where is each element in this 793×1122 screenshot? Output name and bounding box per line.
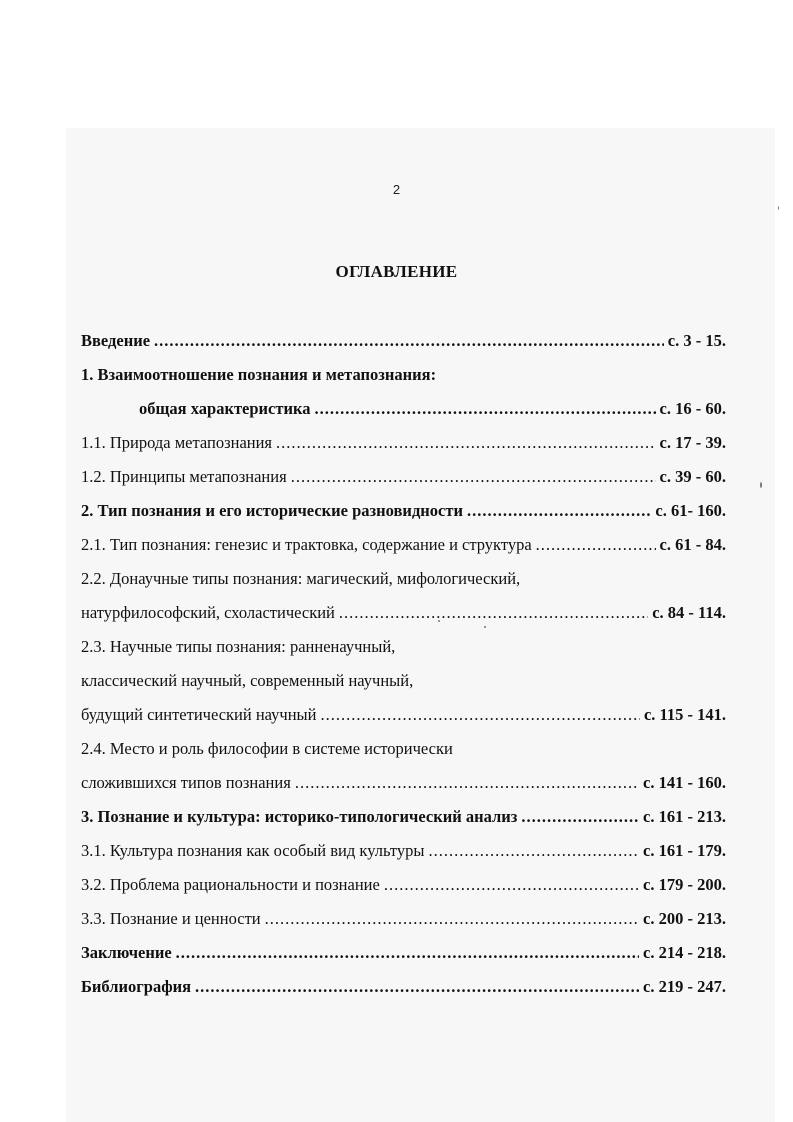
scan-speck xyxy=(778,206,779,210)
toc-entry-2-1[interactable] xyxy=(80,532,726,566)
toc-entry-2-4[interactable] xyxy=(80,736,726,770)
toc-entry-text: 3.3. Познание и ценности xyxy=(81,909,261,928)
scan-speck xyxy=(438,620,440,622)
toc-entry-2-2[interactable] xyxy=(80,566,726,600)
toc-entry-text: 2.3. Научные типы познания: ранненаучный, xyxy=(81,637,396,656)
toc-entry-text: 2. Тип познания и его исторические разновидности xyxy=(81,501,463,520)
toc-entry-page: с. 61 - 84. xyxy=(659,535,726,554)
toc-entry-text: 3.1. Культура познания как особый вид культуры xyxy=(81,841,425,860)
toc-entry-text: 2.1. Тип познания: генезис и трактовка, содержание и структура xyxy=(81,535,532,554)
toc-entry-text: 3.2. Проблема рациональности и познание xyxy=(81,875,380,894)
toc-entry-page: с. 214 - 218. xyxy=(643,943,726,962)
toc-entry-page: с. 84 - 114. xyxy=(652,603,726,622)
toc-entry-page: с. 179 - 200. xyxy=(643,875,726,894)
toc-entry-3-1[interactable] xyxy=(80,838,726,872)
toc-leader xyxy=(521,804,639,830)
toc-entry-bibliography[interactable] xyxy=(80,974,726,1008)
scan-margin xyxy=(0,0,793,128)
toc-entry-text: 3. Познание и культура: историко-типологический анализ xyxy=(81,807,518,826)
toc-entry-3-2[interactable] xyxy=(80,872,726,906)
toc-entry-text: Введение xyxy=(81,331,151,350)
toc-entry-text: сложившихся типов познания xyxy=(81,773,291,792)
toc-entry-page: с. 17 - 39. xyxy=(659,433,726,452)
toc-entry-page: с. 61- 160. xyxy=(655,501,726,520)
toc-entry-page: с. 39 - 60. xyxy=(659,467,726,486)
toc-entry-2-3-cont-2[interactable] xyxy=(80,702,726,736)
toc-entry-text: 2.4. Место и роль философии в системе исторически xyxy=(81,739,453,758)
page-title: ОГЛАВЛЕНИЕ xyxy=(335,262,458,281)
toc-entry-page: с. 16 - 60. xyxy=(659,399,726,418)
page-number: 2 xyxy=(392,182,401,197)
toc-entry-page: с. 141 - 160. xyxy=(643,773,726,792)
toc-leader xyxy=(291,464,656,490)
toc-entry-chapter-1-cont[interactable] xyxy=(80,396,726,430)
toc-leader xyxy=(176,940,639,966)
toc-entry-page: с. 219 - 247. xyxy=(643,977,726,996)
toc-entry-page: с. 115 - 141. xyxy=(643,705,726,724)
toc-leader xyxy=(339,600,648,626)
toc-entry-2-3-cont[interactable] xyxy=(80,668,726,702)
toc-leader xyxy=(295,770,639,796)
toc-entry-introduction[interactable] xyxy=(80,328,726,362)
toc-leader xyxy=(195,974,639,1000)
toc-leader xyxy=(536,532,656,558)
toc-entry-page: с. 161 - 179. xyxy=(643,841,726,860)
toc-leader xyxy=(384,872,639,898)
toc-entry-3-3[interactable] xyxy=(80,906,726,940)
toc-entry-text: натурфилософский, схоластический xyxy=(81,603,335,622)
toc-entry-chapter-3[interactable] xyxy=(80,804,726,838)
toc-entry-text: общая характеристика xyxy=(139,399,311,418)
toc-entry-text: 1.1. Природа метапознания xyxy=(81,433,273,452)
table-of-contents xyxy=(80,328,726,1008)
toc-leader xyxy=(320,702,640,728)
toc-entry-text: 1. Взаимоотношение познания и метапознания: xyxy=(81,365,437,384)
toc-entry-text: будущий синтетический научный xyxy=(81,705,317,724)
toc-entry-text: 2.2. Донаучные типы познания: магический, мифологический, xyxy=(81,569,521,588)
toc-entry-text: классический научный, современный научный, xyxy=(81,671,414,690)
toc-leader xyxy=(467,498,651,524)
toc-entry-2-3[interactable] xyxy=(80,634,726,668)
toc-entry-text: Заключение xyxy=(81,943,172,962)
toc-entry-chapter-1[interactable] xyxy=(80,362,726,396)
toc-entry-1-1[interactable] xyxy=(80,430,726,464)
toc-leader xyxy=(276,430,656,456)
toc-leader xyxy=(154,328,664,354)
scan-speck xyxy=(484,626,486,628)
toc-entry-2-4-cont[interactable] xyxy=(80,770,726,804)
toc-entry-page: с. 3 - 15. xyxy=(667,331,726,350)
toc-entry-page: с. 161 - 213. xyxy=(643,807,726,826)
toc-entry-chapter-2[interactable] xyxy=(80,498,726,532)
toc-entry-2-2-cont[interactable] xyxy=(80,600,726,634)
toc-leader xyxy=(428,838,639,864)
toc-entry-text: Библиография xyxy=(81,977,192,996)
toc-entry-page: с. 200 - 213. xyxy=(643,909,726,928)
toc-leader xyxy=(265,906,639,932)
toc-leader xyxy=(315,396,656,422)
scan-speck xyxy=(760,482,762,488)
toc-entry-conclusion[interactable] xyxy=(80,940,726,974)
toc-entry-text: 1.2. Принципы метапознания xyxy=(81,467,287,486)
toc-entry-1-2[interactable] xyxy=(80,464,726,498)
